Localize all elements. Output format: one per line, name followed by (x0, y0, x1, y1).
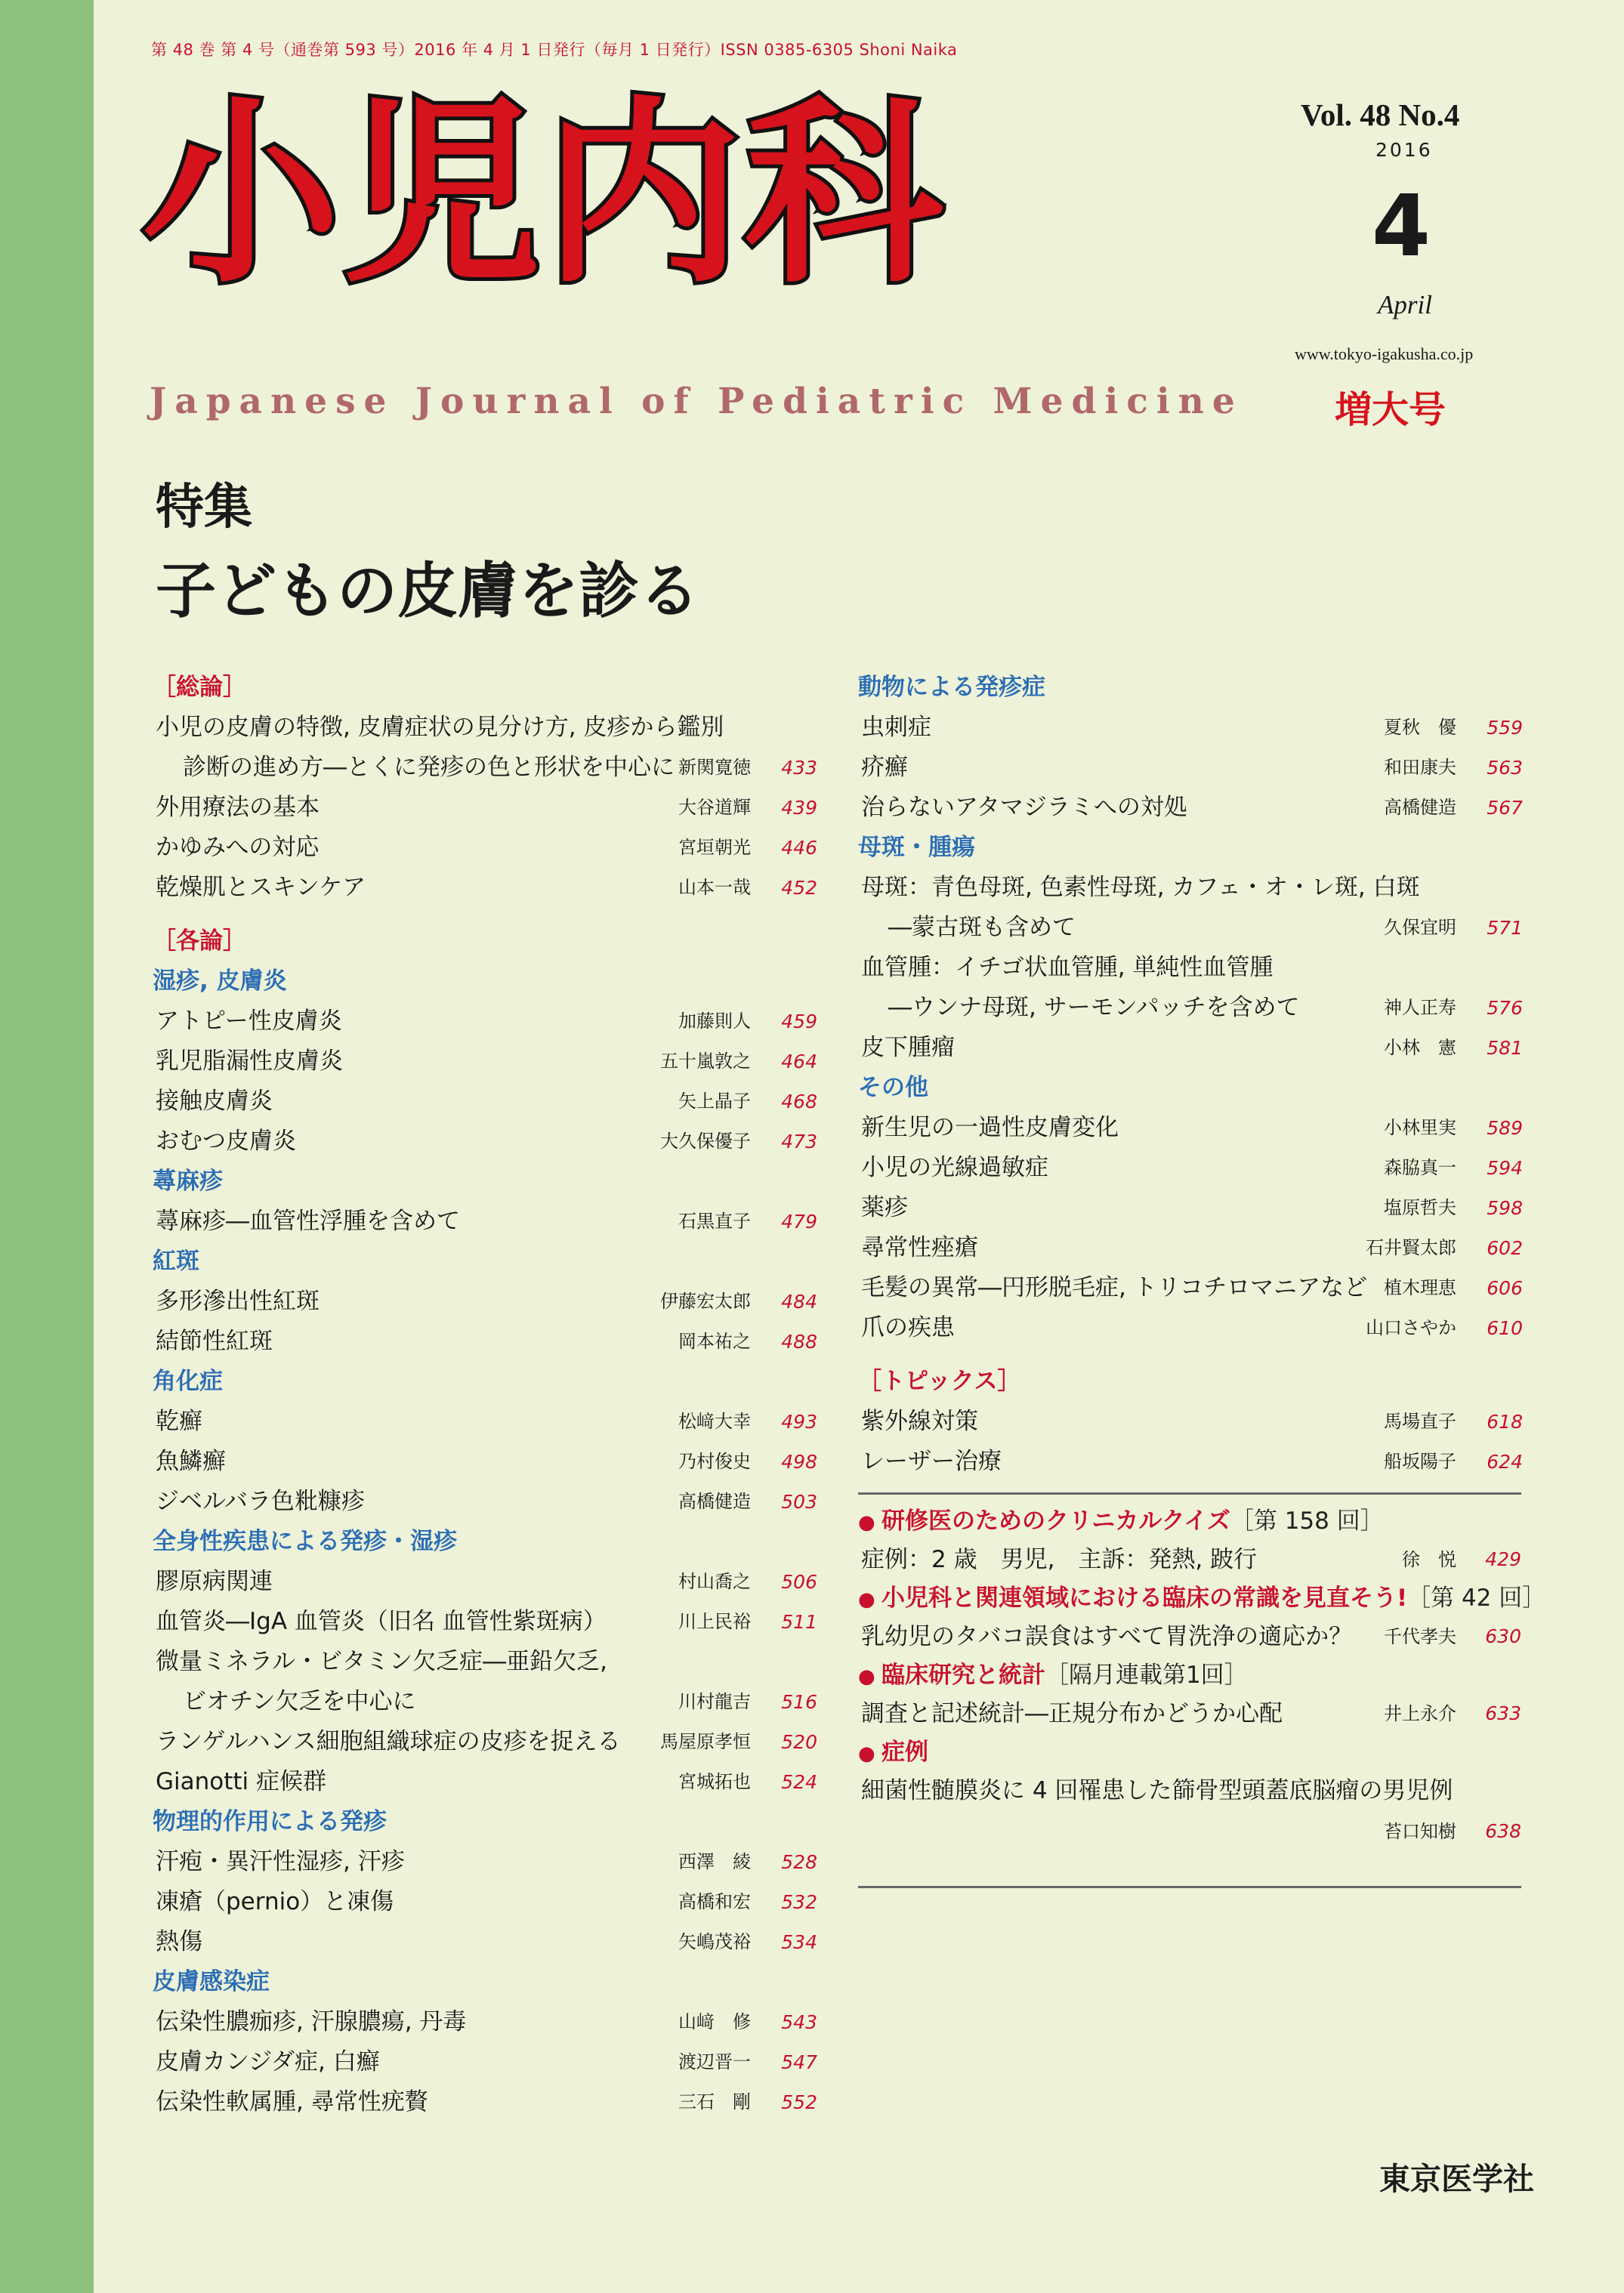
toc-entry[interactable] (858, 1228, 1523, 1268)
article-title: 多形滲出性紅斑 (156, 1288, 320, 1315)
article-author: 矢嶋茂裕 (678, 1931, 751, 1952)
article-author: 伊藤宏太郎 (660, 1291, 751, 1312)
article-author: 山﨑 修 (678, 2011, 751, 2032)
article-title: 伝染性軟属腫, 尋常性疣贅 (156, 2088, 428, 2116)
page-number: 468 (781, 1091, 817, 1113)
serial-title: 研修医のためのクリニカルクイズ (881, 1508, 1230, 1535)
article-author: 宮垣朝光 (678, 837, 751, 858)
serial-number: ［第 42 回］ (1407, 1585, 1546, 1612)
article-title: 伝染性膿痂疹, 汗腺膿瘍, 丹毒 (156, 2008, 467, 2035)
page-number: 498 (781, 1451, 817, 1473)
page-number: 606 (1487, 1277, 1523, 1299)
article-title: ―ウンナ母斑, サーモンパッチを含めて (888, 994, 1300, 1021)
serial-number: ［隔月連載第1回］ (1045, 1662, 1248, 1689)
toc-entry[interactable] (153, 1882, 817, 1922)
article-author: 宮城拓也 (678, 1771, 751, 1792)
section-heading: 湿疹, 皮膚炎 (153, 968, 287, 995)
toc-entry[interactable] (153, 1562, 817, 1602)
bullet-icon: ● (858, 1665, 881, 1688)
toc-entry[interactable] (153, 828, 817, 868)
article-author: 船坂陽子 (1384, 1451, 1456, 1472)
toc-right-column (858, 668, 1523, 1482)
toc-entry[interactable] (153, 2002, 817, 2042)
serial-title: 臨床研究と統計 (881, 1662, 1045, 1689)
article-author: 徐 悦 (1402, 1549, 1456, 1570)
article-author: 久保宜明 (1384, 917, 1456, 938)
article-title: 小児の皮膚の特徴, 皮膚症状の見分け方, 皮疹から鑑別 (156, 714, 724, 741)
serial-title: 症例 (881, 1739, 928, 1766)
toc-entry[interactable] (858, 1442, 1523, 1482)
toc-entry[interactable] (153, 1682, 817, 1722)
article-title: 血管炎―IgA 血管炎（旧名 血管性紫斑病） (156, 1608, 607, 1635)
article-author: 西澤 綾 (678, 1851, 751, 1872)
article-author: 三石 剛 (678, 2091, 751, 2112)
page-number: 439 (781, 797, 817, 819)
article-author: 大久保優子 (660, 1131, 751, 1152)
toc-entry[interactable] (153, 1482, 817, 1522)
article-author: 新関寛徳 (678, 757, 751, 778)
section-heading: 紅斑 (153, 1248, 199, 1275)
page-number: 532 (781, 1891, 817, 1913)
article-title: 虫刺症 (861, 714, 931, 741)
toc-entry[interactable] (858, 988, 1523, 1028)
toc-entry[interactable] (153, 1402, 817, 1442)
section-heading: ［各論］ (153, 927, 246, 955)
page-number: 516 (781, 1691, 817, 1713)
serial-entry[interactable] (858, 1616, 1521, 1657)
toc-entry[interactable] (153, 868, 817, 908)
toc-entry[interactable] (153, 748, 817, 788)
article-title: 疥癬 (861, 754, 908, 781)
toc-entry[interactable] (153, 1442, 817, 1482)
section-heading: その他 (858, 1074, 928, 1101)
bullet-icon: ● (858, 1511, 881, 1534)
section-heading: 蕁麻疹 (153, 1168, 223, 1195)
article-author: 植木理恵 (1384, 1277, 1456, 1298)
issue-year: 2016 (1375, 139, 1433, 161)
page-number: 602 (1487, 1237, 1523, 1259)
article-title: 血管腫：イチゴ状血管腫, 単純性血管腫 (861, 954, 1274, 981)
issue-metadata: 第 48 巻 第 4 号（通巻第 593 号）2016 年 4 月 1 日発行（毎月 1 日発行）ISSN 0385-6305 Shoni Naika (151, 41, 958, 59)
page-number: 547 (781, 2051, 817, 2073)
article-title: 細菌性髄膜炎に 4 回罹患した篩骨型頭蓋底脳瘤の男児例 (861, 1777, 1453, 1804)
article-author: 山口さやか (1366, 1317, 1456, 1338)
article-title: 症例：2 歳 男児, 主訴：発熱, 跛行 (861, 1546, 1258, 1573)
serial-entry[interactable] (858, 1539, 1521, 1580)
page-number: 559 (1487, 717, 1523, 739)
article-author: 乃村俊史 (678, 1451, 751, 1472)
toc-entry[interactable] (858, 948, 1523, 988)
article-title: 結節性紅斑 (156, 1328, 273, 1355)
page-number: 452 (781, 877, 817, 899)
article-title: 新生児の一過性皮膚変化 (861, 1114, 1119, 1141)
journal-title: 小児内科 (142, 79, 946, 310)
bullet-icon: ● (858, 1742, 881, 1765)
article-author: 村山喬之 (678, 1571, 751, 1592)
article-title: 乳幼児のタバコ誤食はすべて胃洗浄の適応か？ (861, 1623, 1353, 1650)
serial-heading (858, 1503, 1545, 1539)
section-gap (153, 908, 817, 921)
article-title: ―蒙古斑も含めて (888, 914, 1076, 941)
toc-entry[interactable] (153, 1202, 817, 1242)
serial-heading (858, 1734, 1545, 1770)
section-gap (858, 1348, 1523, 1362)
toc-entry[interactable] (153, 1322, 817, 1362)
toc-entry[interactable] (153, 2042, 817, 2082)
page-number: 589 (1487, 1117, 1523, 1139)
page-number: 543 (781, 2011, 817, 2033)
article-author: 神人正寿 (1384, 997, 1456, 1018)
article-author: 高橋健造 (1384, 797, 1456, 818)
article-title: Gianotti 症候群 (156, 1768, 327, 1795)
page-number: 488 (781, 1331, 817, 1353)
article-title: 皮下腫瘤 (861, 1034, 955, 1061)
toc-entry[interactable] (858, 1402, 1523, 1442)
article-author: 高橋健造 (678, 1491, 751, 1512)
article-title: かゆみへの対応 (156, 834, 320, 861)
article-author: 川上民裕 (678, 1611, 751, 1632)
article-author: 五十嵐敦之 (660, 1051, 751, 1072)
article-author: 塩原哲夫 (1384, 1197, 1456, 1218)
article-author: 夏秋 優 (1384, 717, 1456, 738)
article-title: 接触皮膚炎 (156, 1088, 273, 1115)
article-title: おむつ皮膚炎 (156, 1128, 296, 1155)
page-number: 506 (781, 1571, 817, 1593)
article-author: 大谷道輝 (678, 797, 751, 818)
article-title: 熱傷 (156, 1928, 202, 1955)
page-number: 638 (1485, 1820, 1521, 1842)
page-number: 567 (1487, 797, 1523, 819)
serial-divider-bottom (858, 1886, 1521, 1888)
page-number: 524 (781, 1771, 817, 1793)
magazine-cover (94, 0, 1624, 2293)
serial-entry[interactable] (858, 1693, 1521, 1734)
feature-label: 特集 (156, 480, 252, 535)
toc-entry[interactable] (858, 1148, 1523, 1188)
page-number: 479 (781, 1211, 817, 1233)
article-author: 千代孝夫 (1384, 1626, 1456, 1647)
toc-entry[interactable] (858, 788, 1523, 828)
toc-entry[interactable] (153, 1001, 817, 1042)
toc-left-column (153, 668, 817, 2122)
toc-entry[interactable] (153, 708, 817, 748)
page-number: 581 (1487, 1037, 1523, 1059)
section-heading: ［トピックス］ (858, 1368, 1021, 1395)
toc-entry[interactable] (858, 1268, 1523, 1308)
page-number: 520 (781, 1731, 817, 1753)
article-title: 爪の疾患 (861, 1314, 955, 1341)
toc-entry[interactable] (153, 788, 817, 828)
side-color-strip (0, 0, 94, 2293)
page-number: 484 (781, 1291, 817, 1313)
article-title: 診断の進め方―とくに発疹の色と形状を中心に (183, 754, 675, 781)
toc-entry[interactable] (153, 1642, 817, 1682)
article-author: 山本一哉 (678, 877, 751, 898)
page-number: 528 (781, 1851, 817, 1873)
article-title: 凍瘡（pernio）と凍傷 (156, 1888, 394, 1915)
article-author: 松﨑大幸 (678, 1411, 751, 1432)
toc-entry[interactable] (153, 1762, 817, 1802)
article-title: 外用療法の基本 (156, 794, 320, 821)
article-author: 小林里実 (1384, 1117, 1456, 1138)
article-title: 治らないアタマジラミへの対処 (861, 794, 1187, 821)
bullet-icon: ● (858, 1588, 881, 1611)
section-heading: 角化症 (153, 1368, 223, 1395)
section-heading: 物理的作用による発疹 (153, 1808, 387, 1835)
toc-entry[interactable] (153, 1602, 817, 1642)
article-title: 薬疹 (861, 1194, 908, 1221)
section-heading: 全身性疾患による発疹・湿疹 (153, 1528, 457, 1555)
feature-title: 子どもの皮膚を診る (156, 556, 699, 626)
page-number: 473 (781, 1131, 817, 1153)
article-title: 調査と記述統計―正規分布かどうか心配 (861, 1700, 1283, 1727)
toc-entry[interactable] (858, 1308, 1523, 1348)
toc-entry[interactable] (153, 1282, 817, 1322)
article-author: 高橋和宏 (678, 1891, 751, 1912)
issue-month: April (1378, 290, 1432, 319)
page-number: 563 (1487, 757, 1523, 779)
article-title: 母斑：青色母斑, 色素性母斑, カフェ・オ・レ斑, 白斑 (861, 874, 1420, 901)
serial-entry[interactable] (858, 1811, 1521, 1852)
page-number: 618 (1487, 1411, 1523, 1433)
issue-number: 4 (1372, 177, 1431, 276)
toc-entry[interactable] (153, 1922, 817, 1962)
article-author: 和田康夫 (1384, 757, 1456, 778)
page-number: 630 (1485, 1625, 1521, 1647)
page-number: 552 (781, 2091, 817, 2113)
page-number: 598 (1487, 1197, 1523, 1219)
article-title: 汗疱・異汗性湿疹, 汗疹 (156, 1848, 405, 1875)
article-title: 乾癬 (156, 1408, 202, 1435)
toc-entry[interactable] (153, 1122, 817, 1162)
page-number: 503 (781, 1491, 817, 1513)
serial-entry[interactable] (858, 1770, 1521, 1811)
toc-entry[interactable] (153, 1722, 817, 1762)
serial-title: 小児科と関連領域における臨床の常識を見直そう! (881, 1585, 1408, 1612)
article-title: 小児の光線過敏症 (861, 1154, 1048, 1181)
article-title: ビオチン欠乏を中心に (183, 1688, 416, 1715)
toc-entry[interactable] (858, 908, 1523, 948)
toc-entry[interactable] (153, 1042, 817, 1082)
article-title: レーザー治療 (861, 1448, 1002, 1475)
toc-entry[interactable] (153, 1082, 817, 1122)
toc-entry[interactable] (153, 2082, 817, 2122)
article-author: 苔口知樹 (1384, 1821, 1456, 1842)
article-title: ランゲルハンス細胞組織球症の皮疹を捉える (156, 1728, 621, 1755)
toc-entry[interactable] (858, 868, 1523, 908)
article-author: 馬屋原孝恒 (660, 1731, 751, 1752)
toc-entry[interactable] (858, 1108, 1523, 1148)
page-number: 464 (781, 1051, 817, 1072)
article-title: 乾燥肌とスキンケア (156, 874, 366, 901)
article-author: 石黒直子 (678, 1211, 751, 1232)
page-number: 433 (781, 757, 817, 779)
section-heading: ［総論］ (153, 674, 246, 701)
article-title: 乳児脂漏性皮膚炎 (156, 1048, 343, 1075)
section-heading: 動物による発疹症 (858, 674, 1045, 701)
page-number: 534 (781, 1931, 817, 1953)
article-author: 加藤則人 (678, 1011, 751, 1032)
article-author: 馬場直子 (1384, 1411, 1456, 1432)
article-author: 渡辺晋一 (678, 2051, 751, 2072)
page-number: 493 (781, 1411, 817, 1433)
toc-entry[interactable] (858, 748, 1523, 788)
article-title: 毛髪の異常―円形脱毛症, トリコチロマニアなど (861, 1274, 1368, 1301)
article-title: ジベルバラ色粃糠疹 (156, 1488, 365, 1515)
page-number: 576 (1487, 997, 1523, 1019)
page-number: 610 (1487, 1317, 1523, 1339)
page-number: 633 (1485, 1702, 1521, 1724)
article-author: 石井賢太郎 (1366, 1237, 1456, 1258)
serial-number: ［第 158 回］ (1230, 1508, 1384, 1535)
article-author: 井上永介 (1384, 1703, 1456, 1724)
article-title: 尋常性痤瘡 (861, 1234, 978, 1261)
article-title: 皮膚カンジダ症, 白癬 (156, 2048, 380, 2075)
article-title: 微量ミネラル・ビタミン欠乏症―亜鉛欠乏, (156, 1648, 607, 1675)
article-author: 矢上晶子 (678, 1091, 751, 1112)
toc-entry[interactable] (858, 1028, 1523, 1068)
page-number: 429 (1485, 1548, 1521, 1570)
article-title: 紫外線対策 (861, 1408, 978, 1435)
page-number: 571 (1487, 917, 1523, 939)
page-number: 446 (781, 837, 817, 859)
section-heading: 母斑・腫瘍 (858, 834, 975, 861)
article-title: アトピー性皮膚炎 (156, 1008, 342, 1035)
article-author: 岡本祐之 (678, 1331, 751, 1352)
serial-heading (858, 1580, 1545, 1616)
publisher-url[interactable]: www.tokyo-igakusha.co.jp (1295, 344, 1474, 363)
enlarged-issue-badge: 増大号 (1335, 388, 1446, 431)
section-heading: 皮膚感染症 (153, 1968, 270, 1995)
page-number: 624 (1487, 1451, 1523, 1473)
serial-heading (858, 1657, 1545, 1693)
article-author: 川村龍吉 (678, 1691, 751, 1712)
serial-divider-top (858, 1492, 1521, 1495)
volume-number: Vol. 48 No.4 (1301, 97, 1460, 132)
toc-entry[interactable] (858, 1188, 1523, 1228)
serial-section (858, 1503, 1545, 1852)
article-title: 魚鱗癬 (156, 1448, 226, 1475)
english-title: Japanese Journal of Pediatric Medicine (150, 381, 1243, 422)
publisher-name: 東京医学社 (1379, 2161, 1534, 2197)
article-title: 蕁麻疹―血管性浮腫を含めて (156, 1208, 460, 1235)
article-title: 膠原病関連 (156, 1568, 273, 1595)
page-number: 511 (781, 1611, 817, 1633)
toc-entry[interactable] (858, 708, 1523, 748)
article-author: 森脇真一 (1384, 1157, 1456, 1178)
article-author: 小林 憲 (1384, 1037, 1456, 1058)
page-number: 594 (1487, 1157, 1523, 1179)
page-number: 459 (781, 1011, 817, 1032)
toc-entry[interactable] (153, 1842, 817, 1882)
